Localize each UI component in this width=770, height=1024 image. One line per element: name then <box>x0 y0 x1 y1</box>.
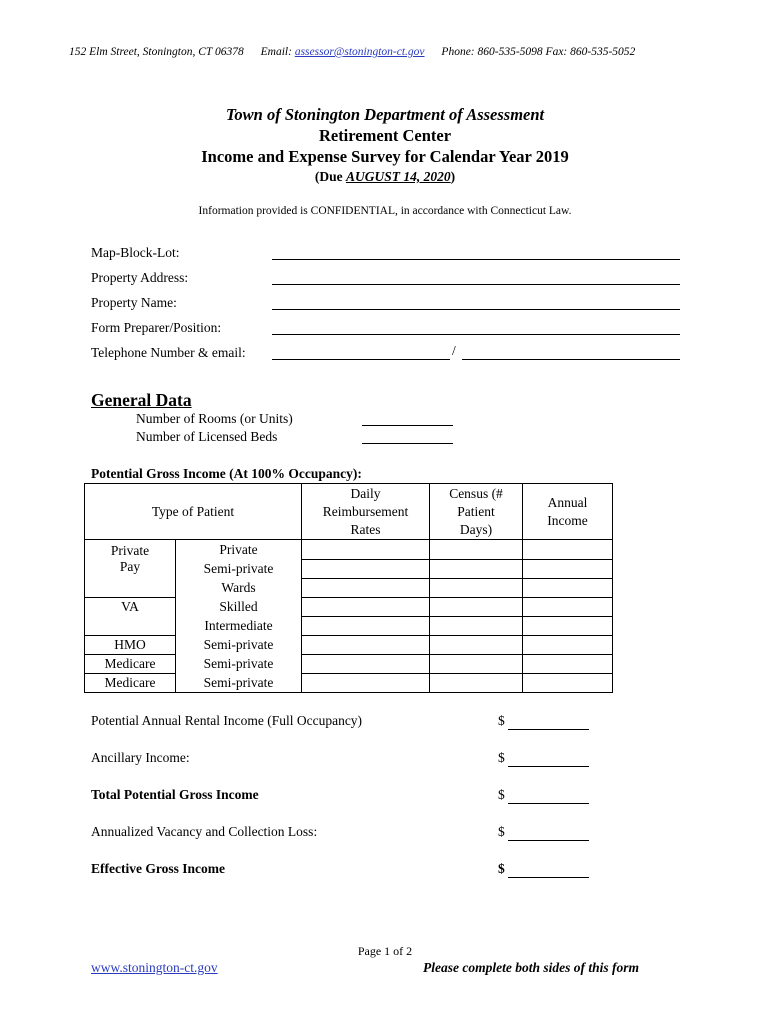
category-private-pay: Private Pay <box>85 540 176 579</box>
beds-field[interactable] <box>362 443 453 444</box>
daily-rate-cell[interactable] <box>302 674 430 693</box>
telephone-field[interactable] <box>272 359 450 360</box>
daily-rate-cell[interactable] <box>302 579 430 598</box>
census-cell[interactable] <box>430 655 523 674</box>
census-cell[interactable] <box>430 598 523 617</box>
page-number: Page 1 of 2 <box>357 944 413 958</box>
due-date: AUGUST 14, 2020 <box>345 169 451 184</box>
email-label: Email: <box>260 46 292 58</box>
annual-income-cell[interactable] <box>523 655 613 674</box>
ancillary-income-field[interactable] <box>508 766 589 767</box>
field-separator: / <box>452 343 456 358</box>
annual-income-cell[interactable] <box>523 617 613 636</box>
property-address-field[interactable] <box>272 284 680 285</box>
table-row <box>85 579 613 598</box>
annual-income-cell[interactable] <box>523 540 613 560</box>
annual-income-cell[interactable] <box>523 598 613 617</box>
sub-semi-private: Semi-private <box>176 560 302 579</box>
survey-title: Income and Expense Survey for Calendar Year 2019 <box>201 147 569 166</box>
category-blank <box>85 579 176 598</box>
census-cell[interactable] <box>430 636 523 655</box>
confidential-note: Information provided is CONFIDENTIAL, in accordance with Connecticut Law. <box>198 205 572 217</box>
rooms-label: Number of Rooms (or Units) <box>136 411 293 426</box>
due-date-line: (Due AUGUST 14, 2020) <box>314 169 456 184</box>
daily-rate-cell[interactable] <box>302 617 430 636</box>
sub-semi-private: Semi-private <box>176 636 302 655</box>
total-gross-income-label: Total Potential Gross Income <box>91 787 259 802</box>
annual-income-cell[interactable] <box>523 579 613 598</box>
form-preparer-label: Form Preparer/Position: <box>91 320 222 335</box>
total-dollar-sign: $ <box>498 787 505 802</box>
col-census-header: Census (# Patient Days) <box>430 484 523 540</box>
category-va: VA <box>85 598 176 617</box>
center-title: Retirement Center <box>318 126 452 145</box>
email-field[interactable] <box>462 359 680 360</box>
census-cell[interactable] <box>430 579 523 598</box>
pgi-table <box>84 483 613 693</box>
phone-fax: Phone: 860-535-5098 Fax: 860-535-5052 <box>441 46 636 58</box>
map-block-lot-label: Map-Block-Lot: <box>91 245 180 260</box>
daily-rate-cell[interactable] <box>302 560 430 579</box>
effective-gross-income-label: Effective Gross Income <box>91 861 225 876</box>
census-cell[interactable] <box>430 540 523 560</box>
col-type-header: Type of Patient <box>85 484 302 540</box>
rental-income-field[interactable] <box>508 729 589 730</box>
vacancy-dollar-sign: $ <box>498 824 505 839</box>
daily-rate-cell[interactable] <box>302 655 430 674</box>
total-gross-income-field[interactable] <box>508 803 589 804</box>
table-row <box>85 655 613 674</box>
rental-income-label: Potential Annual Rental Income (Full Occupancy) <box>91 713 363 728</box>
table-header-row <box>85 484 613 540</box>
pgi-heading: Potential Gross Income (At 100% Occupancy): <box>91 466 362 481</box>
table-row <box>85 674 613 693</box>
annual-income-cell[interactable] <box>523 636 613 655</box>
rental-dollar-sign: $ <box>498 713 505 728</box>
office-address: 152 Elm Street, Stonington, CT 06378 <box>69 46 244 58</box>
complete-both-sides-note: Please complete both sides of this form <box>423 960 639 975</box>
table-row <box>85 636 613 655</box>
ancillary-dollar-sign: $ <box>498 750 505 765</box>
general-data-heading: General Data <box>91 390 192 410</box>
form-preparer-field[interactable] <box>272 334 680 335</box>
effective-dollar-sign: $ <box>498 861 505 876</box>
sub-private: Private <box>176 540 302 560</box>
category-hmo: HMO <box>85 636 176 655</box>
sub-intermediate: Intermediate <box>176 617 302 636</box>
table-row <box>85 617 613 636</box>
ancillary-income-label: Ancillary Income: <box>91 750 190 765</box>
beds-label: Number of Licensed Beds <box>136 429 278 444</box>
sub-semi-private: Semi-private <box>176 674 302 693</box>
form-title-block <box>0 104 770 186</box>
sub-wards: Wards <box>176 579 302 598</box>
census-cell[interactable] <box>430 674 523 693</box>
rooms-field[interactable] <box>362 425 453 426</box>
vacancy-loss-field[interactable] <box>508 840 589 841</box>
vacancy-loss-label: Annualized Vacancy and Collection Loss: <box>91 824 318 839</box>
website-link[interactable]: www.stonington-ct.gov <box>91 960 218 975</box>
sub-semi-private: Semi-private <box>176 655 302 674</box>
property-address-label: Property Address: <box>91 270 189 285</box>
sub-skilled: Skilled <box>176 598 302 617</box>
daily-rate-cell[interactable] <box>302 598 430 617</box>
daily-rate-cell[interactable] <box>302 540 430 560</box>
annual-income-cell[interactable] <box>523 560 613 579</box>
col-annual-header: Annual Income <box>523 484 613 540</box>
col-daily-header: Daily Reimbursement Rates <box>302 484 430 540</box>
census-cell[interactable] <box>430 617 523 636</box>
category-blank <box>85 617 176 636</box>
map-block-lot-field[interactable] <box>272 259 680 260</box>
category-medicare: Medicare <box>85 655 176 674</box>
annual-income-cell[interactable] <box>523 674 613 693</box>
property-name-label: Property Name: <box>91 295 177 310</box>
daily-rate-cell[interactable] <box>302 636 430 655</box>
contact-header <box>69 46 635 58</box>
email-link[interactable]: assessor@stonington-ct.gov <box>294 46 425 58</box>
category-medicare: Medicare <box>85 674 176 693</box>
table-row <box>85 540 613 560</box>
department-title: Town of Stonington Department of Assessment <box>225 105 545 124</box>
telephone-email-label: Telephone Number & email: <box>91 345 246 360</box>
property-name-field[interactable] <box>272 309 680 310</box>
census-cell[interactable] <box>430 560 523 579</box>
effective-gross-income-field[interactable] <box>508 877 589 878</box>
table-row <box>85 598 613 617</box>
